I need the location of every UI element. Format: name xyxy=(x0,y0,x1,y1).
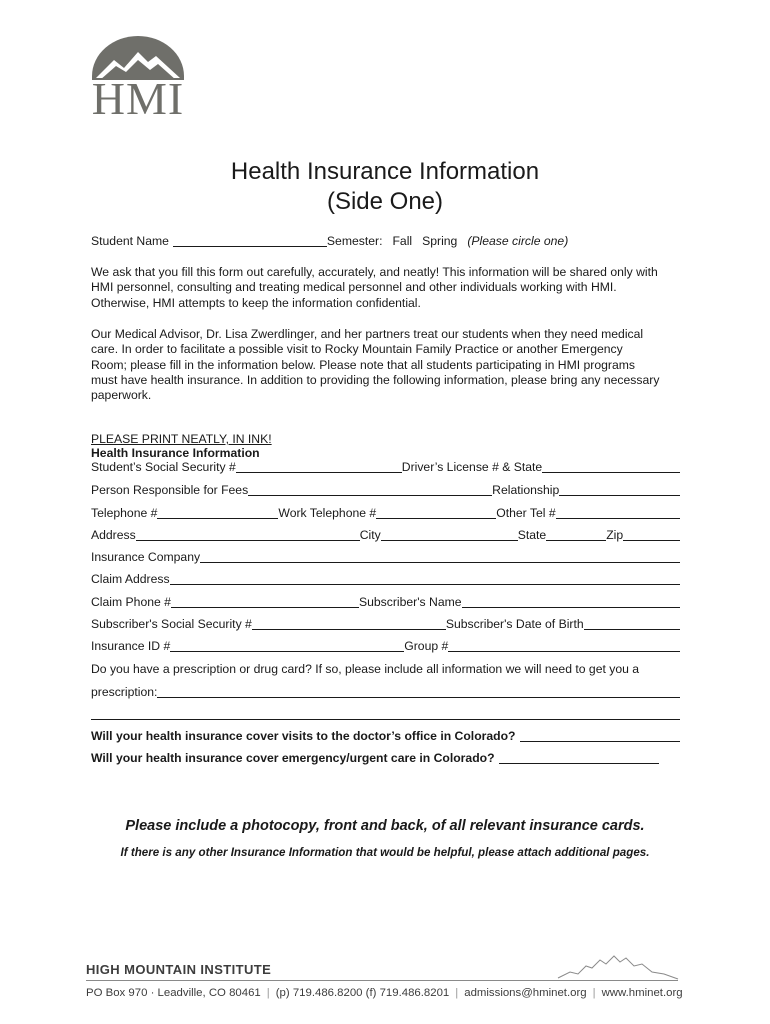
city-field[interactable] xyxy=(381,529,518,541)
telephone-label: Telephone # xyxy=(91,506,158,520)
intro-line: We ask that you fill this form out carefully, accurately, and neatly! This information will be shared only with xyxy=(91,265,658,279)
print-instructions xyxy=(91,432,272,460)
ssn-field[interactable] xyxy=(236,461,402,473)
drivers-license-field[interactable] xyxy=(542,461,680,473)
semester-fall[interactable]: Fall xyxy=(392,234,413,248)
relationship-label: Relationship xyxy=(492,483,560,497)
zip-field[interactable] xyxy=(623,529,680,541)
drivers-license-label: Driver’s License # & State xyxy=(401,460,543,474)
footer-separator: | xyxy=(455,987,459,999)
intro-paragraph xyxy=(91,265,681,311)
relationship-field[interactable] xyxy=(559,484,680,496)
prescription-row xyxy=(91,685,680,700)
photocopy-note: Please include a photocopy, front and back, of all relevant insurance cards. xyxy=(125,818,645,834)
claim-phone-field[interactable] xyxy=(171,596,359,608)
insurance-id-row xyxy=(91,639,680,654)
insurance-id-label: Insurance ID # xyxy=(91,639,171,653)
subscriber-dob-label: Subscriber's Date of Birth xyxy=(445,617,584,631)
subscriber-name-field[interactable] xyxy=(462,596,680,608)
subscriber-ssn-row xyxy=(91,617,680,632)
intro-line: Otherwise, HMI attempts to keep the information confidential. xyxy=(91,295,421,310)
prescription-label: prescription: xyxy=(91,685,158,699)
prescription-extra-line[interactable] xyxy=(91,719,680,720)
footer-separator: | xyxy=(592,987,596,999)
drug-card-question: Do you have a prescription or drug card? If so, please include all information we will need to get you a xyxy=(91,662,640,676)
address-row xyxy=(91,528,680,543)
insurance-company-row xyxy=(91,550,680,565)
footer-address: PO Box 970 · Leadville, CO 80461 xyxy=(86,987,261,999)
subscriber-ssn-field[interactable] xyxy=(252,618,446,630)
group-label: Group # xyxy=(404,639,449,653)
address-field[interactable] xyxy=(136,529,360,541)
footer-contact xyxy=(86,987,683,999)
intro-line: HMI personnel, consulting and treating medical personnel and other individuals working with HMI. xyxy=(91,280,617,295)
subscriber-ssn-label: Subscriber's Social Security # xyxy=(91,617,252,631)
circle-hint: (Please circle one) xyxy=(467,234,569,248)
insurance-company-field[interactable] xyxy=(200,551,680,563)
page-title: Health Insurance Information xyxy=(230,158,540,185)
insurance-company-label: Insurance Company xyxy=(91,550,201,564)
advisor-paragraph xyxy=(91,327,681,403)
drug-card-row xyxy=(91,662,680,677)
footer-email[interactable]: admissions@hminet.org xyxy=(464,987,587,999)
insurance-id-field[interactable] xyxy=(170,640,404,652)
logo-text: HMI xyxy=(91,73,185,124)
print-note: PLEASE PRINT NEATLY, IN INK! xyxy=(91,432,272,446)
advisor-line: care. In order to facilitate a possible visit to Rocky Mountain Family Practice or another Emergency xyxy=(91,342,623,357)
city-label: City xyxy=(359,528,381,542)
mountain-outline-icon xyxy=(556,950,680,980)
responsible-label: Person Responsible for Fees xyxy=(91,483,249,497)
semester-label: Semester: xyxy=(326,234,383,248)
subscriber-dob-field[interactable] xyxy=(584,618,680,630)
emergency-answer-field[interactable] xyxy=(499,752,659,764)
student-line xyxy=(91,234,680,249)
emergency-question-row xyxy=(91,751,659,766)
advisor-line: must have health insurance. In addition to providing the following information, please bring any necessary xyxy=(91,372,660,387)
emergency-question: Will your health insurance cover emergency/urgent care in Colorado? xyxy=(91,751,495,765)
student-name-field[interactable] xyxy=(173,235,327,247)
state-field[interactable] xyxy=(546,529,606,541)
claim-address-label: Claim Address xyxy=(91,572,170,586)
group-field[interactable] xyxy=(448,640,680,652)
work-telephone-field[interactable] xyxy=(376,507,496,519)
footer-divider xyxy=(86,980,678,981)
subscriber-name-label: Subscriber's Name xyxy=(358,595,462,609)
work-telephone-label: Work Telephone # xyxy=(278,506,377,520)
student-name-label: Student Name xyxy=(91,234,169,248)
other-tel-field[interactable] xyxy=(556,507,680,519)
footer-separator: | xyxy=(266,987,270,999)
semester-spring[interactable]: Spring xyxy=(422,234,458,248)
page-subtitle: (Side One) xyxy=(326,188,444,215)
claim-phone-row xyxy=(91,595,680,610)
doctor-question: Will your health insurance cover visits to the doctor’s office in Colorado? xyxy=(91,729,516,743)
hmi-logo xyxy=(86,36,190,124)
doctor-question-row xyxy=(91,729,680,744)
footer-website[interactable]: www.hminet.org xyxy=(601,987,683,999)
advisor-line: Room; please fill in the information below. Please note that all students participating in HMI programs xyxy=(91,357,635,372)
claim-address-row xyxy=(91,572,680,587)
prescription-field[interactable] xyxy=(157,686,680,698)
telephone-row xyxy=(91,506,680,521)
footer-phone: (p) 719.486.8200 (f) 719.486.8201 xyxy=(275,987,450,999)
zip-label: Zip xyxy=(606,528,624,542)
telephone-field[interactable] xyxy=(157,507,278,519)
advisor-line: paperwork. xyxy=(91,388,152,403)
section-heading: Health Insurance Information xyxy=(91,446,260,460)
ssn-row xyxy=(91,460,680,475)
responsible-field[interactable] xyxy=(248,484,492,496)
additional-info-note: If there is any other Insurance Information that would be helpful, please attach additional pages. xyxy=(120,846,650,859)
address-label: Address xyxy=(91,528,136,542)
responsible-row xyxy=(91,483,680,498)
doctor-answer-field[interactable] xyxy=(520,730,681,742)
ssn-label: Student’s Social Security # xyxy=(91,460,236,474)
claim-phone-label: Claim Phone # xyxy=(91,595,171,609)
state-label: State xyxy=(517,528,547,542)
footer-org-name: HIGH MOUNTAIN INSTITUTE xyxy=(86,962,272,977)
other-tel-label: Other Tel # xyxy=(496,506,556,520)
claim-address-field[interactable] xyxy=(170,573,680,585)
advisor-line: Our Medical Advisor, Dr. Lisa Zwerdlinger, and her partners treat our students when they need medical xyxy=(91,327,644,341)
